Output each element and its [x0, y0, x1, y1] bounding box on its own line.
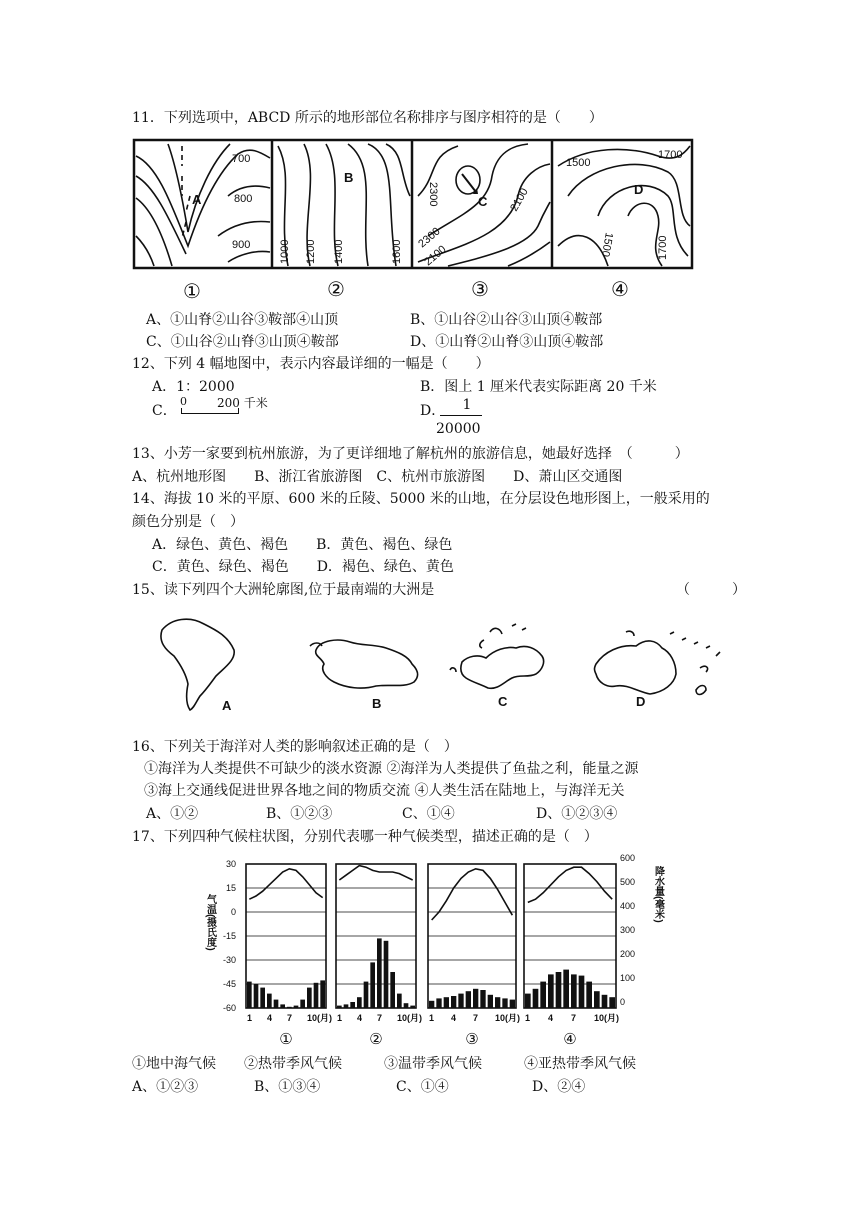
month-tick-label: 7: [473, 1013, 479, 1023]
precip-bar: [510, 1000, 515, 1008]
q16-stem: 16、下列关于海洋对人类的影响叙述正确的是（ ）: [132, 739, 458, 755]
precip-bar: [458, 994, 463, 1008]
q11-p4-label-1500b: 1500: [598, 231, 615, 258]
q11-p3-label-2100b: 2100: [422, 243, 449, 269]
precip-bar: [287, 1007, 292, 1008]
precip-tick-label: 400: [620, 901, 636, 911]
precip-bar: [579, 976, 585, 1008]
month-tick-label: 10(月): [307, 1013, 333, 1023]
climate-panel-4: [524, 864, 619, 1023]
q15-label-b: B: [372, 696, 382, 711]
q17-climate-types: ①地中海气候 ②热带季风气候 ③温带季风气候 ④亚热带季风气候: [132, 1056, 636, 1072]
q11-stem: 11．下列选项中，ABCD 所示的地形部位名称排序与图序相符的是（ ）: [132, 110, 603, 126]
precip-bar: [364, 982, 369, 1008]
precip-bar: [586, 982, 592, 1008]
precip-tick-label: 200: [620, 949, 636, 959]
q17-panel-num-4: ④: [563, 1031, 577, 1048]
precip-bar: [357, 997, 362, 1008]
month-tick-label: 4: [451, 1013, 457, 1023]
precip-bar: [337, 1006, 342, 1008]
precip-bar: [390, 972, 395, 1008]
precip-bar: [294, 1006, 299, 1008]
temp-line: [528, 867, 612, 902]
q11-point-a: A: [192, 192, 202, 207]
month-tick-label: 1: [337, 1013, 343, 1023]
month-tick-label: 4: [548, 1013, 554, 1023]
precip-tick-label: 300: [620, 925, 636, 935]
month-tick-label: 7: [287, 1013, 293, 1023]
precip-tick-label: 500: [620, 877, 636, 887]
climate-panel-1: [246, 864, 332, 1023]
precip-bar: [397, 994, 402, 1008]
precip-bar: [495, 997, 500, 1008]
q16-option-b: B、①②③: [266, 806, 333, 822]
q15-label-a: A: [222, 698, 232, 713]
month-tick-label: 1: [429, 1013, 435, 1023]
precip-bar: [473, 989, 478, 1008]
q11-p2-label-1400: 1400: [333, 239, 345, 264]
australia-outline: [595, 641, 677, 694]
precip-bar: [429, 1001, 434, 1008]
precip-bar: [370, 962, 375, 1008]
q17-option-b: B、①③④: [254, 1079, 321, 1095]
precip-bar: [384, 941, 389, 1008]
precip-tick-label: 100: [620, 973, 636, 983]
precip-bar: [436, 998, 441, 1008]
q15-answer-paren: （ ）: [676, 582, 746, 598]
q17-precip-axis-title: 降水量(毫米): [652, 866, 664, 923]
precip-bar: [267, 994, 272, 1008]
south-america-outline: [161, 619, 234, 710]
precip-bar: [533, 989, 539, 1008]
q17-climate-charts: [196, 852, 676, 1052]
q16-option-d: D、①②③④: [536, 806, 618, 822]
q16-statement-3-4: ③海上交通线促进世界各地之间的物质交流 ④人类生活在陆地上，与海洋无关: [144, 783, 625, 799]
q11-p4-label-1700b: 1700: [657, 235, 669, 260]
q11-p3-label-2300a: 2300: [427, 182, 439, 207]
precip-bar: [320, 980, 325, 1008]
q12-fraction-denominator: 20000: [436, 421, 481, 437]
temp-tick-label: -60: [222, 1003, 236, 1013]
precip-bar: [451, 996, 456, 1008]
precip-bar: [602, 995, 608, 1008]
precip-tick-label: 600: [620, 853, 636, 863]
q17-panel-num-2: ②: [369, 1031, 383, 1048]
q13-stem: 13、小芳一家要到杭州旅游，为了更详细地了解杭州的旅游信息，她最好选择 （ ）: [132, 446, 689, 462]
q14-options-line2: C．黄色、绿色、褐色 D．褐色、绿色、黄色: [152, 559, 454, 575]
q11-p4-label-1500a: 1500: [566, 157, 591, 169]
q15-stem: 15、读下列四个大洲轮廓图,位于最南端的大洲是: [132, 582, 435, 598]
q12-option-b: B．图上 1 厘米代表实际距离 20 千米: [420, 379, 657, 395]
q11-point-d: D: [634, 182, 644, 197]
precip-bar: [344, 1004, 349, 1008]
temp-tick-label: -30: [222, 955, 236, 965]
precip-bar: [247, 982, 252, 1008]
month-tick-label: 4: [357, 1013, 363, 1023]
q11-point-b: B: [344, 170, 354, 185]
q15-continent-outlines: [150, 612, 730, 716]
q17-temp-axis-title: 气温(摄氏度): [204, 894, 216, 951]
q14-stem-line1: 14、海拔 10 米的平原、600 米的丘陵、5000 米的山地，在分层设色地形图上，一般采用的: [132, 491, 710, 507]
precip-bar: [548, 974, 554, 1008]
precip-bar: [571, 974, 577, 1008]
q11-panel-num-1: ①: [183, 281, 201, 303]
temp-line: [249, 869, 322, 899]
q15-label-c: C: [498, 694, 508, 709]
precip-bar: [444, 997, 449, 1008]
q14-stem-line2: 颜色分别是（ ）: [132, 514, 244, 530]
q11-option-d: D、①山脊②山脊③山顶④鞍部: [410, 334, 604, 350]
q17-option-d: D、②④: [532, 1079, 586, 1095]
precip-bar: [300, 1000, 305, 1008]
q17-option-a: A、①②③: [132, 1079, 199, 1095]
q11-p3-label-2100a: 2100: [508, 186, 531, 214]
precip-bar: [350, 1002, 355, 1008]
month-tick-label: 4: [267, 1013, 273, 1023]
precip-bar: [314, 983, 319, 1008]
precip-bar: [480, 990, 485, 1008]
precip-bar: [274, 1000, 279, 1008]
precip-bar: [540, 982, 546, 1008]
precip-bar: [404, 1003, 409, 1008]
q11-panel-num-2: ②: [327, 279, 345, 301]
q11-p2-label-1600: 1600: [391, 239, 403, 264]
q15-label-d: D: [636, 694, 646, 709]
month-tick-label: 10(月): [594, 1013, 620, 1023]
europe-outline: [461, 646, 544, 688]
temp-line: [339, 866, 412, 880]
month-tick-label: 1: [247, 1013, 253, 1023]
climate-panel-3: [428, 864, 520, 1023]
q12-option-c-prefix: C．: [152, 403, 177, 419]
q11-p1-label-800: 800: [234, 193, 253, 205]
q12-fraction-line: [440, 415, 482, 416]
precip-bar: [556, 972, 562, 1008]
q11-p3-label-2300b: 2300: [416, 225, 443, 251]
q11-option-a: A、①山脊②山谷③鞍部④山顶: [146, 312, 339, 328]
q12-stem: 12、下列 4 幅地图中，表示内容最详细的一幅是（ ）: [132, 356, 490, 372]
precip-bar: [466, 991, 471, 1008]
q12-option-a: A．1：2000: [152, 379, 235, 395]
precip-bar: [254, 984, 259, 1008]
q11-p2-label-1000: 1000: [279, 239, 291, 264]
q16-statement-1-2: ①海洋为人类提供不可缺少的淡水资源 ②海洋为人类提供了鱼盐之利，能量之源: [144, 761, 639, 777]
q17-panel-num-3: ③: [465, 1031, 479, 1048]
month-tick-label: 1: [525, 1013, 531, 1023]
q14-options-line1: A．绿色、黄色、褐色 B．黄色、褐色、绿色: [152, 537, 453, 553]
month-tick-label: 10(月): [397, 1013, 423, 1023]
q11-panel-num-3: ③: [471, 279, 489, 301]
q13-options: A、杭州地形图 B、浙江省旅游图 C、杭州市旅游图 D、萧山区交通图: [132, 469, 623, 485]
month-tick-label: 7: [571, 1013, 577, 1023]
precip-bar: [502, 998, 507, 1008]
precip-bar: [260, 988, 265, 1008]
precip-bar: [563, 970, 569, 1008]
q12-option-d-prefix: D．: [420, 403, 446, 419]
q11-option-c: C、①山谷②山脊③山顶④鞍部: [146, 334, 339, 350]
q11-option-b: B、①山谷②山谷③山顶④鞍部: [410, 312, 603, 328]
precip-bar: [609, 997, 615, 1008]
q11-p4-label-1700a: 1700: [658, 149, 683, 161]
q11-panel-num-4: ④: [611, 279, 629, 301]
q11-p1-label-900: 900: [232, 239, 251, 251]
q17-option-c: C、①④: [396, 1079, 449, 1095]
temp-tick-label: 30: [225, 859, 236, 869]
q12-scale-zero: 0: [180, 395, 187, 408]
q12-scale-bar: [181, 408, 239, 414]
q12-fraction-numerator: 1: [462, 397, 472, 413]
precip-bar: [307, 988, 312, 1008]
q17-panel-num-1: ①: [279, 1031, 293, 1048]
precip-bar: [377, 938, 382, 1008]
precip-bar: [280, 1004, 285, 1008]
temp-tick-label: -15: [222, 931, 236, 941]
precip-bar: [488, 995, 493, 1008]
q16-option-a: A、①②: [146, 806, 199, 822]
precip-bar: [410, 1006, 415, 1008]
precip-bar: [594, 991, 600, 1008]
q17-stem: 17、下列四种气候柱状图，分别代表哪一种气候类型，描述正确的是（ ）: [132, 829, 598, 845]
temp-tick-label: 0: [230, 907, 236, 917]
temp-tick-label: -45: [222, 979, 236, 989]
month-tick-label: 7: [377, 1013, 383, 1023]
q12-scale-value: 200 千米: [217, 396, 268, 410]
precip-tick-label: 0: [620, 997, 626, 1007]
antarctica-outline: [316, 640, 418, 688]
q11-contour-maps: [128, 136, 700, 304]
q11-p2-label-1200: 1200: [305, 239, 317, 264]
q11-point-c: C: [478, 194, 488, 209]
precip-bar: [525, 994, 531, 1008]
climate-panel-2: [336, 864, 422, 1023]
temp-tick-label: 15: [225, 883, 236, 893]
month-tick-label: 10(月): [495, 1013, 521, 1023]
q11-p1-label-700: 700: [232, 153, 251, 165]
q16-option-c: C、①④: [402, 806, 455, 822]
